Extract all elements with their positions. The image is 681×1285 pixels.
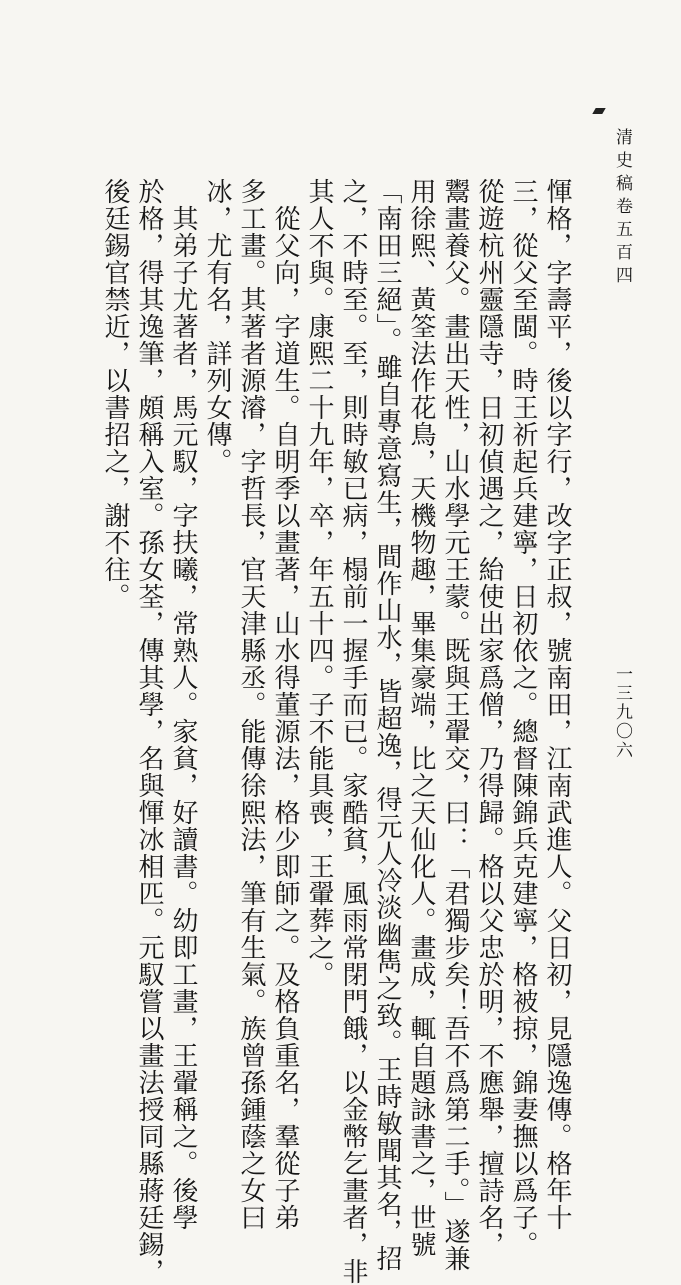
text-column-10: 多工畫。其著者源濬，字哲長，官天津縣丞。能傳徐熙法，筆有生氣。族曾孫鍾蔭之女曰 [236,178,266,1231]
text-column-4: 鬻畫養父。畫出天性，山水學元王蒙。既與王翬交，曰：「君獨步矣！吾不爲第二手。」遂兼 [440,178,470,1272]
text-column-6: 「南田三絕」。雖自專意寫生，間作山水，皆超逸，得元人冷淡幽雋之致。王時敏聞其名，招 [372,178,402,1272]
text-column-8: 其人不與。康熙二十九年，卒，年五十四。子不能具喪，王翬葬之。 [304,178,334,988]
text-column-13: 於格，得其逸筆，頗稱入室。孫女荃，傳其學，名與惲冰相匹。元馭嘗以畫法授同縣蔣廷錫， [134,178,164,1285]
text-column-11: 冰，尤有名，詳列女傳。 [202,178,232,475]
corner-mark [592,108,605,114]
text-column-14: 後廷錫官禁近，以書招之，謝不往。 [100,178,130,610]
text-column-9: 從父向，字道生。自明季以畫著，山水得董源法，格少即師之。及格負重名，羣從子弟 [270,178,300,1231]
text-column-5: 用徐熙、黃筌法作花鳥，天機物趣，畢集豪端，比之天仙化人。畫成，輒自題詠書之，世號 [406,178,436,1258]
page-number: 一三九〇六 [612,665,632,760]
running-title: 清史稿卷五百四 [612,128,632,289]
text-column-2: 三，從父至閩。時王祈起兵建寧，日初依之。總督陳錦兵克建寧，格被掠，錦妻撫以爲子。 [508,178,538,1258]
text-column-12: 其弟子尤著者，馬元馭，字扶曦，常熟人。家貧，好讀書。幼即工畫，王翬稱之。後學 [168,178,198,1231]
text-column-3: 從遊杭州靈隱寺，日初偵遇之，紿使出家爲僧，乃得歸。格以父忠於明，不應舉，擅詩名， [474,178,504,1258]
text-column-1: 惲格，字壽平，後以字行，改字正叔，號南田，江南武進人。父日初，見隱逸傳。格年十 [542,178,572,1231]
text-column-7: 之，不時至。至，則時敏已病，榻前一握手而已。家酷貧，風雨常閉門餓，以金幣乞畫者，非 [338,178,368,1285]
